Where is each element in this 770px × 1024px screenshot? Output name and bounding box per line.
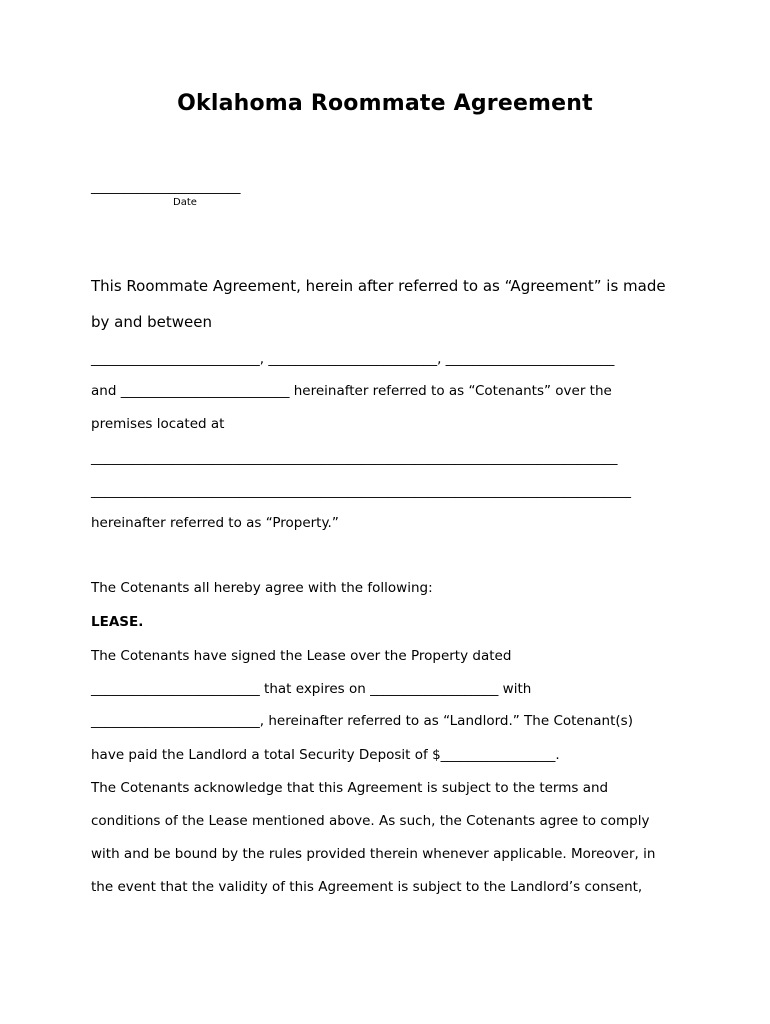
- cotenant-names-blanks[interactable]: _________________________, _________________________, _________________________: [91, 351, 615, 367]
- premises-address-blank-2[interactable]: ________________________________________________________________________________: [91, 483, 631, 499]
- property-definition-line: hereinafter referred to as “Property.”: [91, 515, 339, 531]
- lease-dates-blanks-line[interactable]: _________________________ that expires on ___________________ with: [91, 681, 532, 697]
- date-blank-field[interactable]: _______________________: [91, 180, 241, 195]
- agreement-intro-line: The Cotenants all hereby agree with the following:: [91, 580, 433, 596]
- premises-label-line: premises located at: [91, 416, 225, 432]
- security-deposit-line[interactable]: have paid the Landlord a total Security Deposit of $_________________.: [91, 747, 560, 763]
- document-title: Oklahoma Roommate Agreement: [177, 91, 593, 116]
- cotenant-names-line[interactable]: and _________________________ hereinafter referred to as “Cotenants” over the: [91, 383, 612, 399]
- intro-line-2: by and between: [91, 313, 213, 331]
- lease-paragraph-line-3: with and be bound by the rules provided therein whenever applicable. Moreover, in: [91, 846, 656, 862]
- lease-paragraph-line-4: the event that the validity of this Agreement is subject to the Landlord’s consent,: [91, 879, 643, 895]
- lease-line-1: The Cotenants have signed the Lease over the Property dated: [91, 648, 512, 664]
- premises-address-blank-1[interactable]: ______________________________________________________________________________: [91, 450, 618, 466]
- lease-paragraph-line-2: conditions of the Lease mentioned above. As such, the Cotenants agree to comply: [91, 813, 650, 829]
- date-label: Date: [173, 197, 197, 208]
- intro-line-1: This Roommate Agreement, herein after referred to as “Agreement” is made: [91, 277, 666, 295]
- lease-paragraph-line-1: The Cotenants acknowledge that this Agreement is subject to the terms and: [91, 780, 609, 796]
- landlord-blank-line[interactable]: _________________________, hereinafter referred to as “Landlord.” The Cotenant(s): [91, 713, 633, 729]
- lease-heading: LEASE.: [91, 614, 144, 630]
